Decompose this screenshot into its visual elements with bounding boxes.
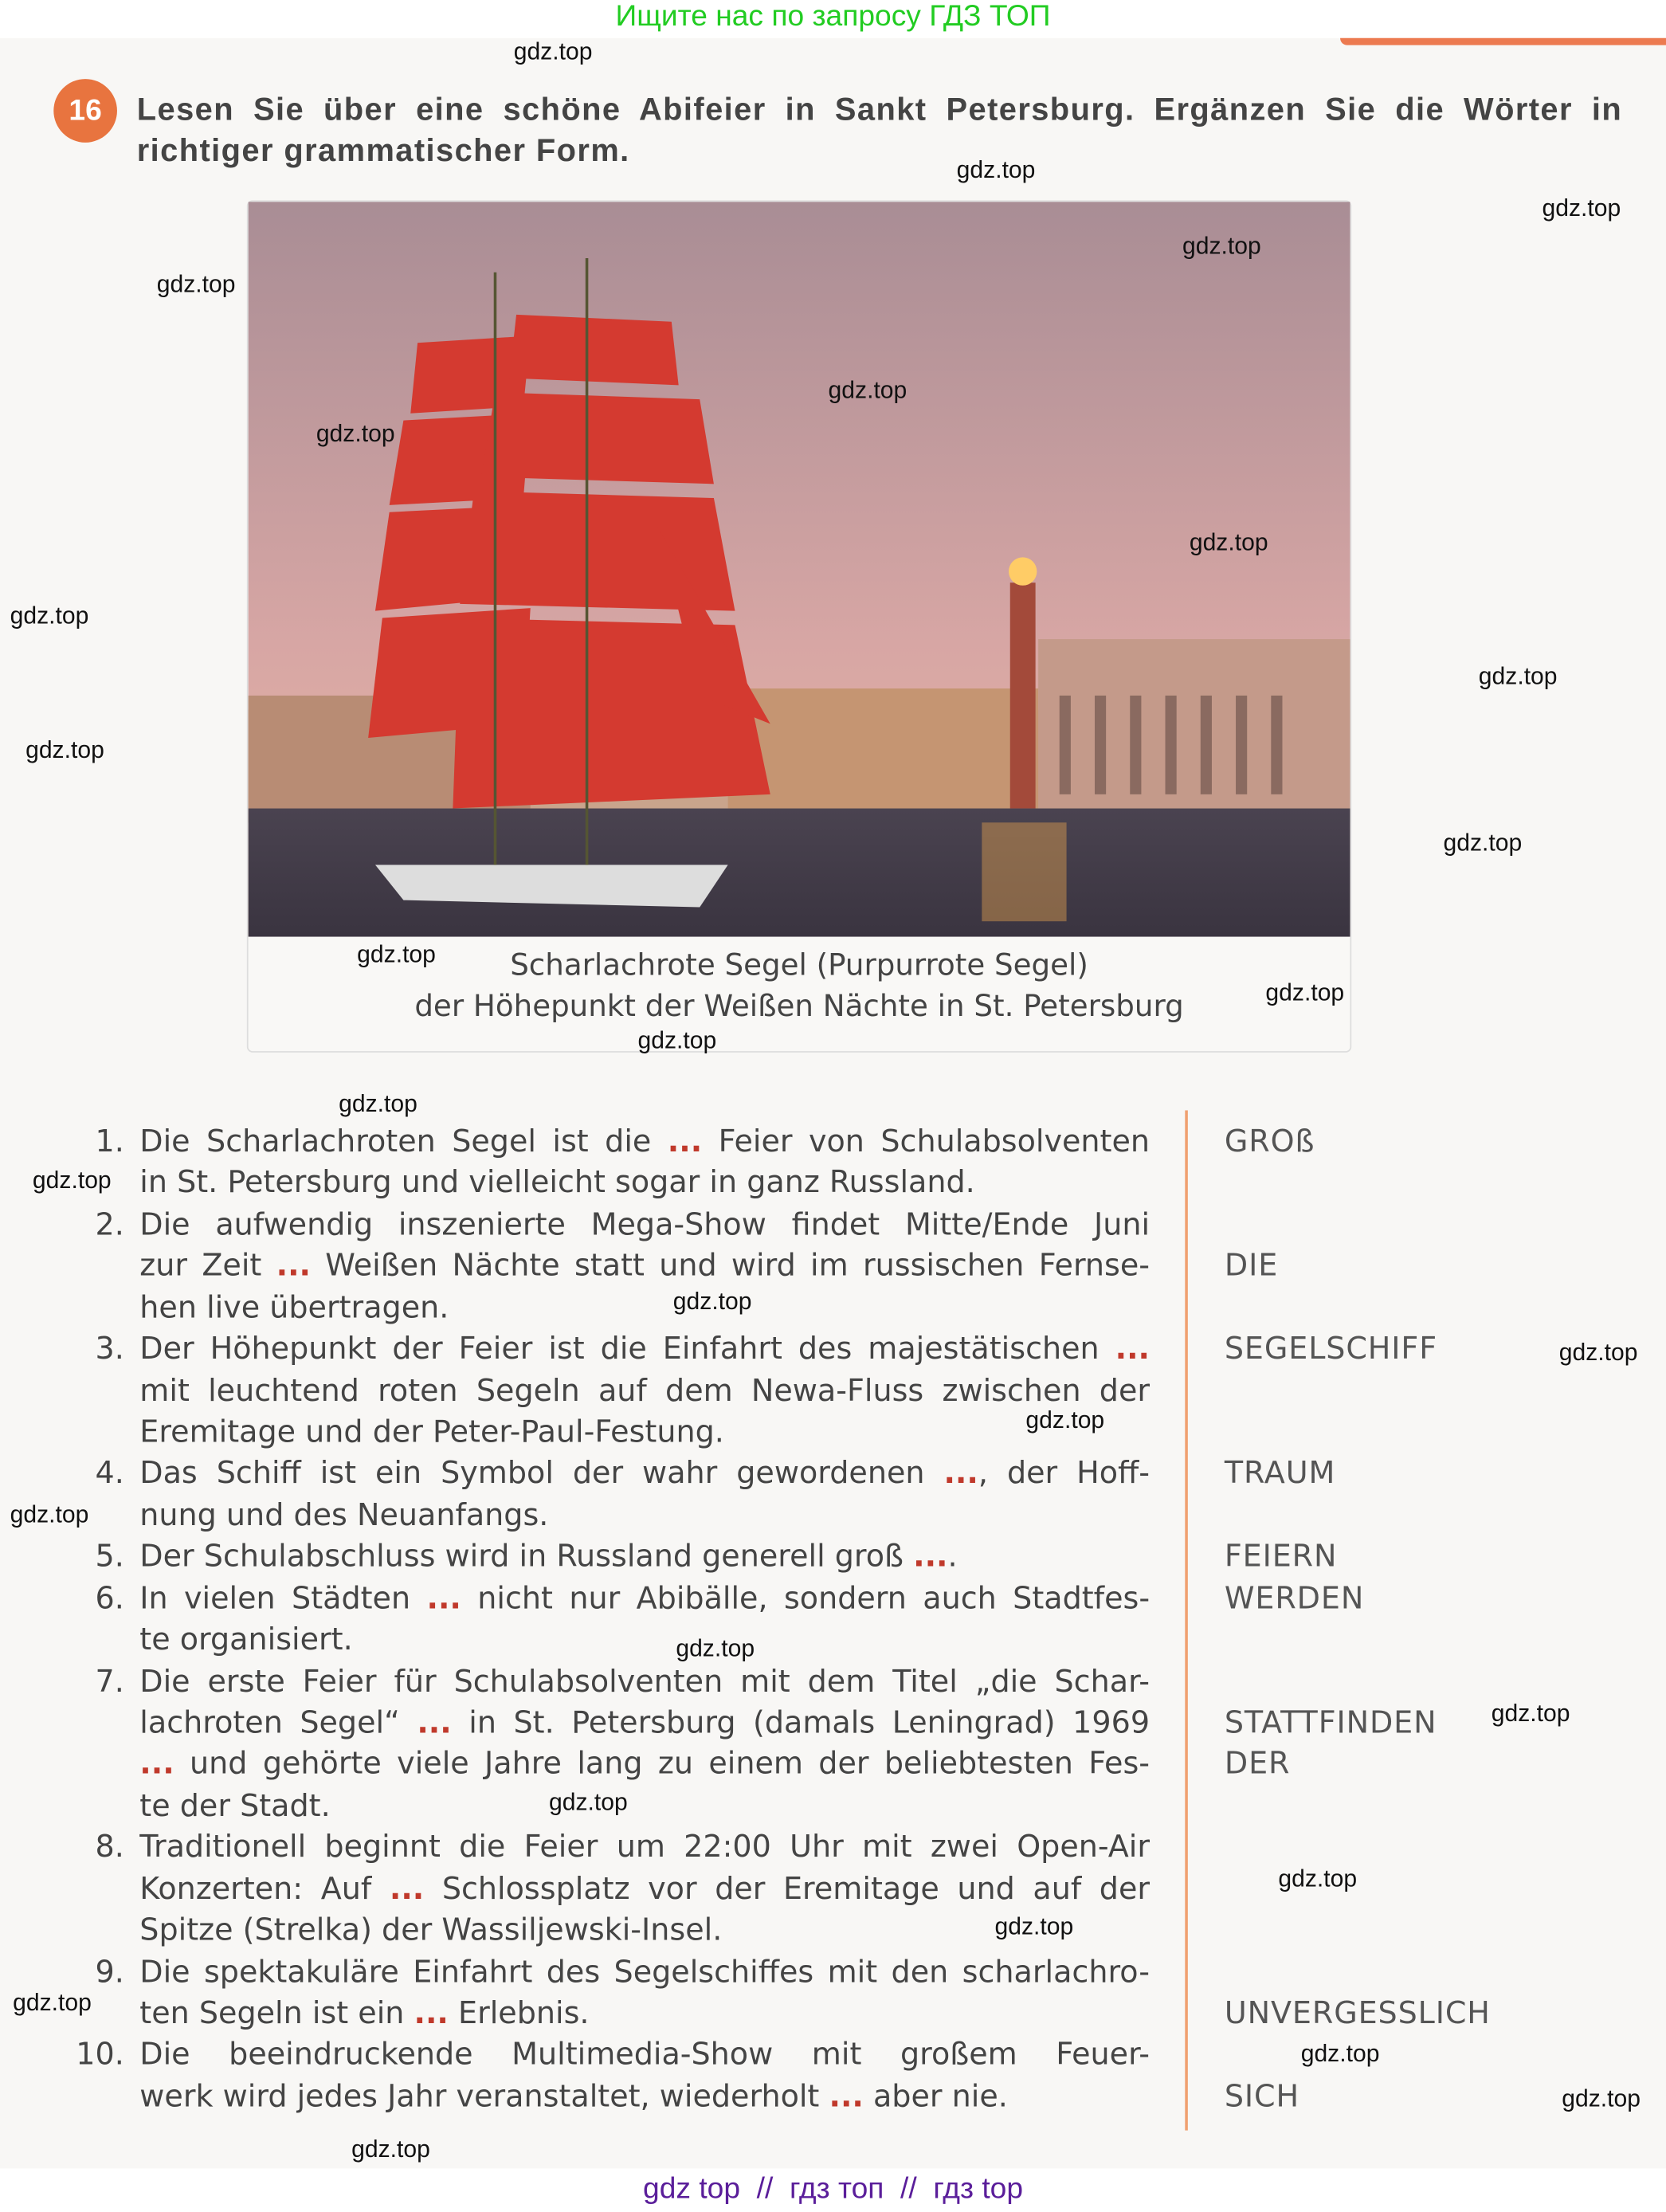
item-line: zur Zeit ... Weißen Nächte statt und wird im russischen Fernse-	[139, 1249, 1151, 1284]
watermark: gdz.top	[10, 602, 89, 629]
item-line: Eremitage und der Peter-Paul-Festung.	[139, 1414, 724, 1451]
word-bank-item: TRAUM	[1224, 1457, 1336, 1492]
word-bank-item: SICH	[1224, 2079, 1300, 2115]
watermark: gdz.top	[1278, 1865, 1358, 1892]
watermark: gdz.top	[13, 1989, 92, 2017]
item-line: Die aufwendig inszenierte Mega-Show findet Mitte/Ende Juni	[139, 1207, 1151, 1243]
item-line: Spitze (Strelka) der Wassiljewski-Insel.	[139, 1913, 723, 1949]
word-bank-item: STATTFINDEN	[1224, 1705, 1437, 1741]
watermark: gdz.top	[316, 420, 395, 448]
item-number: 7.	[95, 1664, 124, 1700]
watermark: gdz.top	[548, 1789, 628, 1816]
blank-placeholder: ...	[417, 1705, 452, 1741]
item-number: 1.	[95, 1124, 124, 1160]
word-bank-item: UNVERGESSLICH	[1224, 1996, 1491, 2032]
watermark: gdz.top	[637, 1026, 717, 1054]
search-banner[interactable]: Ищите нас по запросу ГДЗ ТОП	[0, 0, 1666, 38]
watermark: gdz.top	[1189, 528, 1268, 556]
instruction-line: richtiger grammatischer Form.	[136, 132, 630, 168]
item-line: Die Scharlachroten Segel ist die ... Feier von Schulabsolventen	[139, 1124, 1151, 1160]
watermark: gdz.top	[994, 1912, 1074, 1940]
item-line: Die spektakuläre Einfahrt des Segelschiffes mit den scharlachro-	[139, 1955, 1151, 1990]
watermark: gdz.top	[1182, 233, 1261, 260]
item-line: Der Schulabschluss wird in Russland generell groß ....	[139, 1539, 958, 1575]
blank-placeholder: ...	[667, 1124, 703, 1160]
word-bank-item: WERDEN	[1224, 1581, 1365, 1617]
blank-placeholder: ...	[389, 1872, 425, 1908]
watermark: gdz.top	[25, 736, 104, 763]
item-number: 5.	[95, 1539, 124, 1575]
watermark: gdz.top	[513, 37, 593, 65]
blank-placeholder: ...	[139, 1747, 174, 1783]
watermark: gdz.top	[1265, 979, 1345, 1006]
photo-figure	[247, 200, 1351, 1052]
blank-placeholder: ...	[1115, 1332, 1151, 1367]
word-bank-item: DIE	[1224, 1249, 1279, 1284]
item-number: 3.	[95, 1332, 124, 1367]
word-bank-item: FEIERN	[1224, 1539, 1338, 1575]
item-line: te der Stadt.	[139, 1788, 331, 1825]
exercise-number-badge: 16	[53, 79, 117, 143]
watermark: gdz.top	[156, 270, 236, 298]
caption-line: der Höhepunkt der Weißen Nächte in St. Petersburg	[414, 989, 1184, 1023]
watermark: gdz.top	[672, 1288, 752, 1316]
item-number: 4.	[95, 1457, 124, 1492]
blank-placeholder: ...	[414, 1996, 449, 2032]
item-line: In vielen Städten ... nicht nur Abibälle, sondern auch Stadtfes-	[139, 1581, 1151, 1617]
watermark: gdz.top	[956, 156, 1036, 184]
item-line: in St. Petersburg und vielleicht sogar in ganz Russland.	[139, 1166, 975, 1202]
item-number: 6.	[95, 1581, 124, 1617]
item-line: te organisiert.	[139, 1622, 353, 1658]
word-bank-item: GROß	[1224, 1124, 1315, 1160]
footer-links[interactable]: gdz top // гдз топ // гдз top	[643, 2172, 1024, 2206]
watermark: gdz.top	[357, 940, 436, 968]
watermark: gdz.top	[1443, 830, 1523, 857]
instruction-line: Lesen Sie über eine schöne Abifeier in Sankt Petersburg. Ergänzen Sie die Wörter in	[136, 92, 1623, 127]
item-line: Konzerten: Auf ... Schlossplatz vor der Eremitage und auf der	[139, 1872, 1151, 1908]
decorative-bar	[1340, 38, 1666, 45]
divider-line	[1185, 1110, 1188, 2130]
item-line: Die erste Feier für Schulabsolventen mit dem Titel „die Schar-	[139, 1664, 1151, 1700]
item-number: 10.	[76, 2037, 124, 2073]
item-number: 2.	[95, 1207, 124, 1243]
item-line: Die beeindruckende Multimedia-Show mit großem Feuer-	[139, 2037, 1151, 2073]
item-line: Der Höhepunkt der Feier ist die Einfahrt des majestätischen ...	[139, 1332, 1151, 1367]
word-bank-item: SEGELSCHIFF	[1224, 1332, 1437, 1367]
blank-placeholder: ...	[829, 2079, 864, 2115]
item-line: werk wird jedes Jahr veranstaltet, wiederholt ... aber nie.	[139, 2079, 1008, 2115]
watermark: gdz.top	[1558, 1339, 1638, 1366]
item-line: lachroten Segel“ ... in St. Petersburg (damals Leningrad) 1969	[139, 1705, 1151, 1741]
item-line: Das Schiff ist ein Symbol der wahr gewordenen ..., der Hoff-	[139, 1457, 1151, 1492]
item-number: 9.	[95, 1955, 124, 1990]
item-line: ... und gehörte viele Jahre lang zu einem der beliebtesten Fes-	[139, 1747, 1151, 1783]
scarlet-sails-photo	[249, 202, 1350, 936]
blank-placeholder: ...	[426, 1581, 461, 1617]
watermark: gdz.top	[1025, 1406, 1105, 1433]
exercise-instruction	[137, 89, 1622, 171]
watermark: gdz.top	[1542, 194, 1621, 222]
item-line: Traditionell beginnt die Feier um 22:00 Uhr mit zwei Open-Air	[139, 1830, 1151, 1866]
item-line: ten Segeln ist ein ... Erlebnis.	[139, 1996, 590, 2032]
blank-placeholder: ...	[276, 1249, 312, 1284]
watermark: gdz.top	[32, 1167, 112, 1194]
item-line: nung und des Neuanfangs.	[139, 1498, 549, 1534]
watermark: gdz.top	[828, 376, 907, 404]
watermark: gdz.top	[1300, 2040, 1380, 2067]
blank-placeholder: ...	[943, 1457, 978, 1492]
item-line: mit leuchtend roten Segeln auf dem Newa-Fluss zwischen der	[139, 1373, 1151, 1410]
item-number: 8.	[95, 1830, 124, 1866]
watermark: gdz.top	[351, 2136, 430, 2163]
watermark: gdz.top	[1491, 1700, 1570, 1728]
word-bank-item: DER	[1224, 1747, 1291, 1783]
watermark: gdz.top	[676, 1635, 755, 1662]
caption-line: Scharlachrote Segel (Purpurrote Segel)	[510, 947, 1088, 982]
item-line: hen live übertragen.	[139, 1290, 449, 1326]
watermark: gdz.top	[1478, 663, 1558, 690]
blank-placeholder: ...	[913, 1539, 948, 1575]
watermark: gdz.top	[339, 1090, 417, 1118]
watermark: gdz.top	[1562, 2085, 1641, 2112]
watermark: gdz.top	[10, 1500, 89, 1528]
